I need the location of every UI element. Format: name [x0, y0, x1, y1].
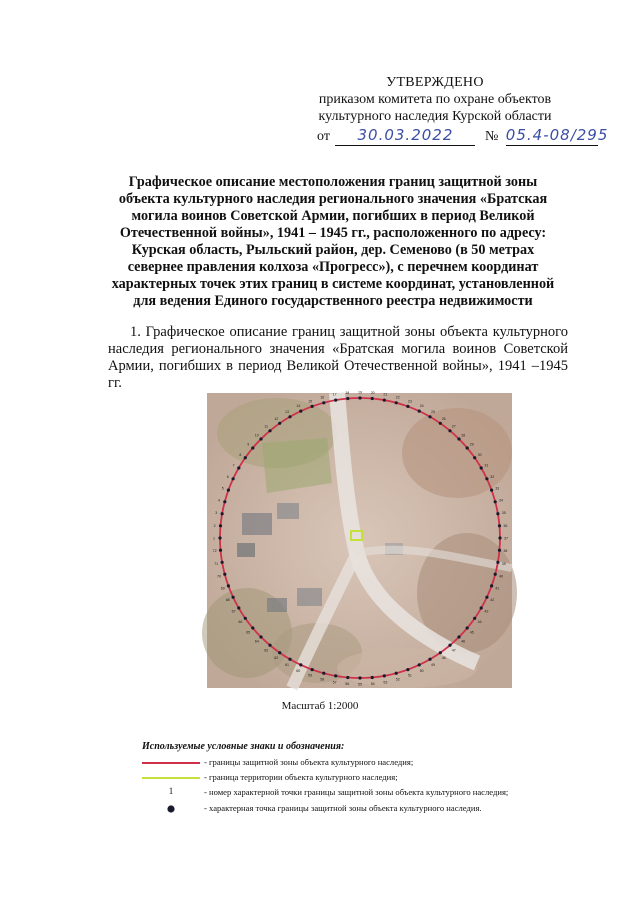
boundary-point	[457, 635, 460, 638]
boundary-point	[371, 397, 374, 400]
boundary-point	[406, 405, 409, 408]
boundary-point	[334, 399, 337, 402]
boundary-point	[244, 617, 247, 620]
boundary-point	[288, 415, 291, 418]
boundary-point-number: 57	[332, 680, 337, 685]
boundary-point-number: 14	[296, 404, 301, 409]
boundary-point-number: 60	[296, 668, 301, 673]
boundary-point-number: 12	[274, 416, 279, 421]
boundary-point	[383, 399, 386, 402]
boundary-point	[383, 674, 386, 677]
red-line-icon	[142, 756, 200, 770]
order-details	[317, 126, 609, 146]
boundary-point-number: 41	[495, 586, 500, 591]
boundary-point	[448, 644, 451, 647]
boundary-point-number: 59	[308, 673, 313, 678]
boundary-point-number: 69	[220, 586, 225, 591]
boundary-point-number: 25	[431, 410, 435, 415]
dot-icon	[142, 802, 200, 816]
boundary-point	[448, 429, 451, 432]
boundary-point	[346, 676, 349, 679]
boundary-point-number: 5	[221, 486, 224, 491]
green-line-icon	[142, 771, 200, 785]
boundary-point-number: 6	[226, 474, 229, 479]
boundary-point-number: 43	[484, 609, 489, 614]
boundary-point	[268, 644, 271, 647]
boundary-point	[223, 500, 226, 503]
boundary-point	[439, 651, 442, 654]
boundary-point-number: 28	[461, 433, 466, 438]
boundary-point	[498, 549, 501, 552]
boundary-point	[473, 617, 476, 620]
aerial-photo	[207, 390, 512, 688]
boundary-point-number: 24	[419, 404, 424, 409]
boundary-point-number: 62	[274, 656, 279, 661]
boundary-point	[496, 561, 499, 564]
boundary-point	[395, 672, 398, 675]
boundary-point-number: 37	[504, 536, 508, 541]
boundary-point-number: 19	[358, 390, 362, 395]
scale-label: Масштаб 1:2000	[281, 700, 359, 712]
boundary-point	[227, 584, 230, 587]
boundary-point	[268, 429, 271, 432]
boundary-point	[259, 635, 262, 638]
boundary-point-number: 72	[212, 549, 217, 554]
boundary-point	[232, 596, 235, 599]
order-number: 05.4-08/295	[505, 126, 609, 144]
boundary-point-number: 39	[501, 561, 506, 566]
boundary-point	[251, 446, 254, 449]
approval-title: УТВЕРЖДЕНО	[386, 75, 484, 90]
boundary-point-number: 10	[254, 433, 259, 438]
boundary-point-number: 27	[451, 424, 456, 429]
boundary-point	[358, 676, 361, 679]
boundary-point	[299, 410, 302, 413]
boundary-point	[466, 626, 469, 629]
approval-line-2: культурного наследия Курской области	[318, 109, 552, 124]
section-paragraph	[108, 324, 568, 392]
boundary-point-number: 56	[345, 681, 350, 686]
boundary-point	[466, 446, 469, 449]
boundary-point	[322, 401, 325, 404]
boundary-point	[299, 663, 302, 666]
boundary-point	[219, 524, 222, 527]
boundary-point-number: 49	[431, 662, 435, 667]
boundary-point	[311, 405, 314, 408]
boundary-point	[428, 415, 431, 418]
boundary-point	[457, 437, 460, 440]
boundary-point-number: 17	[332, 392, 337, 397]
boundary-point-number: 15	[308, 399, 313, 404]
boundary-point-number: 20	[370, 391, 375, 396]
boundary-point	[485, 596, 488, 599]
boundary-point-number: 22	[395, 395, 400, 400]
boundary-point-number: 32	[490, 474, 495, 479]
boundary-point	[358, 396, 361, 399]
boundary-point-number: 54	[370, 681, 375, 686]
boundary-point	[259, 437, 262, 440]
boundary-point	[221, 512, 224, 515]
boundary-point-number: 40	[499, 574, 503, 579]
boundary-point-number: 7	[232, 463, 235, 468]
boundary-point	[494, 573, 497, 576]
boundary-point-number: 65	[246, 630, 251, 635]
boundary-point-number: 50	[419, 668, 424, 673]
document-heading: Графическое описание местоположения границ защитной зоны объекта культурного наследия регионального значения «Братская могила воинов Советской Армии, погибших в период Великой Отечественной войны», 1941 – 1945 гг., расположенного по адресу: Курская область, Рыльский район, дер. Семеново (в 50 метрах севернее правления колхоза «Прогресс»), с перечнем координат характерных точек этих границ в системе координат, установленной для ведения Единого государственного реестра недвижимости	[111, 174, 555, 309]
boundary-point	[480, 466, 483, 469]
boundary-point-number: 63	[264, 648, 269, 653]
boundary-point	[232, 477, 235, 480]
boundary-point-number: 66	[238, 620, 243, 625]
boundary-point-number: 13	[285, 410, 289, 415]
boundary-point-number: 70	[217, 574, 221, 579]
boundary-point-number: 33	[495, 486, 500, 491]
number-icon: 1	[168, 786, 174, 796]
boundary-point-number: 35	[501, 511, 506, 516]
boundary-point-number: 1	[213, 536, 215, 541]
boundary-map	[207, 390, 512, 688]
boundary-point	[494, 500, 497, 503]
boundary-point-number: 67	[231, 609, 236, 614]
order-date: 30.03.2022	[357, 126, 454, 144]
boundary-point	[288, 658, 291, 661]
boundary-point-number: 45	[469, 630, 474, 635]
boundary-point	[490, 489, 493, 492]
boundary-point-number: 52	[395, 677, 400, 682]
boundary-point	[227, 489, 230, 492]
boundary-point-number: 58	[320, 677, 325, 682]
boundary-point	[418, 663, 421, 666]
boundary-point-number: 8	[239, 452, 242, 457]
boundary-point	[278, 651, 281, 654]
boundary-point	[251, 626, 254, 629]
boundary-point	[490, 584, 493, 587]
boundary-point	[498, 536, 501, 539]
boundary-point	[439, 422, 442, 425]
boundary-point-number: 4	[218, 498, 220, 503]
boundary-point	[498, 524, 501, 527]
boundary-point-number: 31	[484, 463, 489, 468]
boundary-point	[485, 477, 488, 480]
boundary-point-number: 21	[383, 392, 388, 397]
boundary-point	[223, 573, 226, 576]
boundary-point-number: 18	[345, 391, 350, 396]
boundary-point-number: 29	[469, 442, 474, 447]
boundary-point-number: 42	[490, 598, 495, 603]
boundary-point-number: 53	[383, 680, 388, 685]
boundary-point-number: 51	[407, 673, 412, 678]
boundary-point	[480, 606, 483, 609]
boundary-point	[406, 668, 409, 671]
boundary-point-number: 36	[503, 523, 508, 528]
from-label: от	[317, 129, 330, 144]
boundary-point	[346, 397, 349, 400]
boundary-point-number: 55	[358, 682, 362, 687]
number-label: №	[484, 129, 499, 144]
boundary-point	[334, 674, 337, 677]
boundary-point	[371, 676, 374, 679]
boundary-point-number: 71	[214, 561, 219, 566]
boundary-point-number: 9	[247, 442, 250, 447]
boundary-point	[395, 401, 398, 404]
boundary-point	[418, 410, 421, 413]
boundary-point	[311, 668, 314, 671]
boundary-point-number: 68	[225, 598, 230, 603]
boundary-point	[278, 422, 281, 425]
boundary-point-number: 3	[215, 511, 218, 516]
boundary-point-number: 38	[503, 549, 508, 554]
boundary-point-number: 64	[254, 639, 259, 644]
boundary-point	[218, 536, 221, 539]
boundary-point-number: 34	[499, 498, 503, 503]
legend-title: Используемые условные знаки и обозначения:	[142, 741, 345, 752]
boundary-point-number: 11	[264, 424, 269, 429]
boundary-point-number: 44	[477, 620, 482, 625]
boundary-point-number: 26	[441, 416, 446, 421]
boundary-point-number: 46	[461, 639, 466, 644]
boundary-point	[428, 658, 431, 661]
boundary-point	[219, 549, 222, 552]
boundary-point-number: 2	[213, 523, 216, 528]
boundary-point-number: 61	[285, 662, 289, 667]
approval-block	[300, 74, 570, 125]
boundary-point	[244, 456, 247, 459]
boundary-point	[322, 672, 325, 675]
boundary-point	[237, 606, 240, 609]
boundary-point-number: 47	[451, 648, 456, 653]
paragraph-text: 1. Графическое описание границ защитной зоны объекта культурного наследия регионального значения «Братская могила воинов Советской Армии, погибших в период Великой Отечественной войны», 1941 –1945 гг.	[108, 324, 568, 391]
approval-line-1: приказом комитета по охране объектов	[318, 92, 552, 107]
boundary-point-number: 48	[441, 656, 446, 661]
boundary-point	[496, 512, 499, 515]
boundary-point-number: 16	[320, 395, 325, 400]
boundary-point-number: 23	[407, 399, 412, 404]
boundary-point-number: 30	[477, 452, 482, 457]
boundary-point	[237, 466, 240, 469]
boundary-point	[221, 561, 224, 564]
boundary-point	[473, 456, 476, 459]
